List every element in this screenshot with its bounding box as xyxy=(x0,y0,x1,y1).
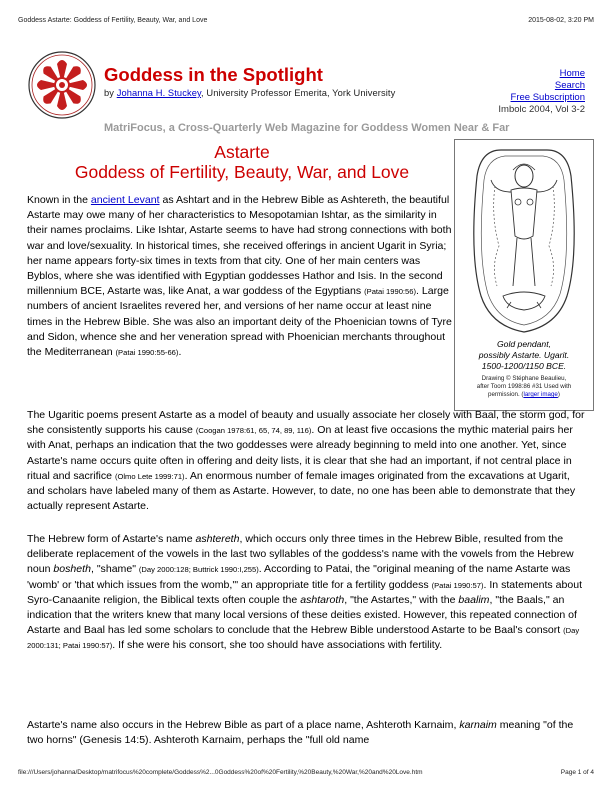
text: The Hebrew form of Astarte's name xyxy=(27,533,196,545)
caption-line-1: Gold pendant, xyxy=(497,339,551,349)
credit-text: permission. ( xyxy=(488,391,524,398)
text: , which occurs only three times in the Hebrew Bible, resulted from the deliberate replacement of the vowels in the last two syllables of the goddess's name with the vowels from the Hebrew noun xyxy=(27,533,574,576)
print-header xyxy=(18,17,594,27)
paragraph-1 xyxy=(27,193,455,360)
italic-term: ashtereth xyxy=(195,533,240,545)
ancient-levant-link[interactable]: ancient Levant xyxy=(90,194,160,206)
matrifocus-logo-icon xyxy=(27,50,97,120)
text: , "shame" xyxy=(90,563,139,576)
text: . On at least five occasions the mythic material pairs her with Anat, perhaps an indication that the two goddesses were already beginning to meld into one another. Yet, since Astarte's name occurs quite often in offering and deity lists, it is clear that she had an important, if not central place in ritual and sacrifice xyxy=(27,424,573,482)
search-link[interactable]: Search xyxy=(554,80,585,91)
top-nav xyxy=(498,68,585,116)
italic-term: baalim xyxy=(458,593,490,606)
free-subscription-link[interactable]: Free Subscription xyxy=(510,92,585,103)
text: , "the Baals," an indication that the writers knew that many local versions of these deities existed. However, this repeated connection of Astarte and Baal has led some scholars to conclude that the Hebrew Bible understood Astarte to be Baal's consort xyxy=(27,593,577,637)
citation: (Olmo Lete 1999:71) xyxy=(114,471,185,481)
text: . According to Patai, the "original meaning of the name Astarte was 'womb' or 'that which issues from the womb,'" an appropriate title for a fertility goddess xyxy=(27,563,571,591)
italic-term: bosheth xyxy=(53,563,91,576)
print-page-number: Page 1 of 4 xyxy=(560,769,594,776)
print-datetime: 2015-08-02, 3:20 PM xyxy=(528,17,594,24)
article-title: Astarte xyxy=(214,142,270,162)
byline xyxy=(104,88,395,98)
home-link[interactable]: Home xyxy=(559,68,585,79)
paragraph-2 xyxy=(27,408,589,514)
credit-line-2: after Toorn 1998:86 #31 Used with xyxy=(476,383,572,390)
print-page-title: Goddess Astarte: Goddess of Fertility, Beauty, War, and Love xyxy=(18,17,208,24)
print-file-path: file:///Users/johanna/Desktop/matrifocus%20complete/Goddess%2...0Goddess%20of%20Fertility,%20Beauty,%20War,%20and%20Love.htm xyxy=(18,769,423,776)
text: Known in the xyxy=(27,194,91,206)
text: meaning "of the two horns" (Genesis 14:5). Ashteroth Karnaim, perhaps the "full old name xyxy=(27,719,574,747)
author-affiliation: , University Professor Emerita, York University xyxy=(201,88,396,98)
text: . In statements about Syro-Canaanite religion, the Biblical texts often couple the xyxy=(27,578,582,606)
citation: (Patai 1990:57) xyxy=(431,580,484,590)
gold-pendant-drawing[interactable] xyxy=(461,146,587,336)
citation: (Day 2000:128; Buttrick 1990:I,255) xyxy=(138,565,259,575)
article-subtitle: Goddess of Fertility, Beauty, War, and Love xyxy=(74,162,410,182)
author-link[interactable]: Johanna H. Stuckey xyxy=(116,88,202,98)
text: . xyxy=(178,346,182,359)
italic-term: ashtaroth xyxy=(300,593,345,606)
credit-line-1: Drawing © Stéphane Beaulieu, xyxy=(481,375,567,382)
citation: (Patai 1990:56) xyxy=(364,287,417,297)
pendant-figure xyxy=(454,139,594,411)
text: . If she were his consort, she too should have associations with fertility. xyxy=(112,639,443,652)
caption-line-2: possibly Astarte. Ugarit. xyxy=(478,350,570,360)
text: . An enormous number of female images originated from the excavations at Ugarit, and scholars have labeled many of them as Astarte. However, to date, no one has been able to demonstrate that they actually represent Astarte. xyxy=(27,469,576,513)
issue-label: Imbolc 2004, Vol 3-2 xyxy=(498,104,585,115)
text: Astarte's name also occurs in the Hebrew Bible as part of a place name, Ashteroth Karnaim, xyxy=(27,719,460,731)
masthead-title: Goddess in the Spotlight xyxy=(104,64,323,85)
figure-caption xyxy=(458,339,590,372)
text: as Ashtart and in the Hebrew Bible as Ashtereth, the beautiful Astarte may owe many of her characteristics to Mesopotamian Ishtar, as the similarity in their names proclaims. Like Ishtar, Astarte seems to have had strong connections with both war and love/sexuality. In historical times, she received offerings in ancient Ugarit in Syria; her name appears forty-six times in texts from that city. One of her main centers was Byblos, where she was identified with Egyptian goddesses Hathor and Isis. In the second millennium BCE, Astarte was, like Anat, a war goddess of the Egyptians xyxy=(27,194,452,298)
larger-image-link[interactable]: larger image xyxy=(523,391,558,398)
italic-term: karnaim xyxy=(459,719,497,731)
credit-line-3 xyxy=(458,391,590,399)
print-footer xyxy=(18,769,594,779)
citation: (Patai 1990:55-66) xyxy=(115,348,179,358)
text: The Ugaritic poems present Astarte as a model of beauty and usually associate her closely with Baal, the storm god, for she consistently supports his cause xyxy=(27,409,585,437)
credit-close: ) xyxy=(557,391,560,398)
byline-prefix: by xyxy=(104,88,117,98)
paragraph-3 xyxy=(27,532,589,654)
text: . Large numbers of ancient Israelites revered her, and versions of her name occur at least nine times in the Hebrew Bible. She was also an important deity of the Phoenician towns of Tyre and Sidon, whence she and her veneration spread with Phoenician merchants throughout the Mediterranean xyxy=(27,285,452,359)
citation: (Day 2000:131; Patai 1990:57) xyxy=(27,626,580,651)
magazine-tagline: MatriFocus, a Cross-Quarterly Web Magazine for Goddess Women Near & Far xyxy=(104,122,510,134)
citation: (Coogan 1978:61, 65, 74, 89, 116) xyxy=(195,426,312,436)
paragraph-4 xyxy=(27,718,589,748)
figure-credit xyxy=(458,375,590,399)
caption-line-3: 1500-1200/1150 BCE. xyxy=(481,361,567,371)
text: , "the Astartes," with the xyxy=(344,593,459,606)
